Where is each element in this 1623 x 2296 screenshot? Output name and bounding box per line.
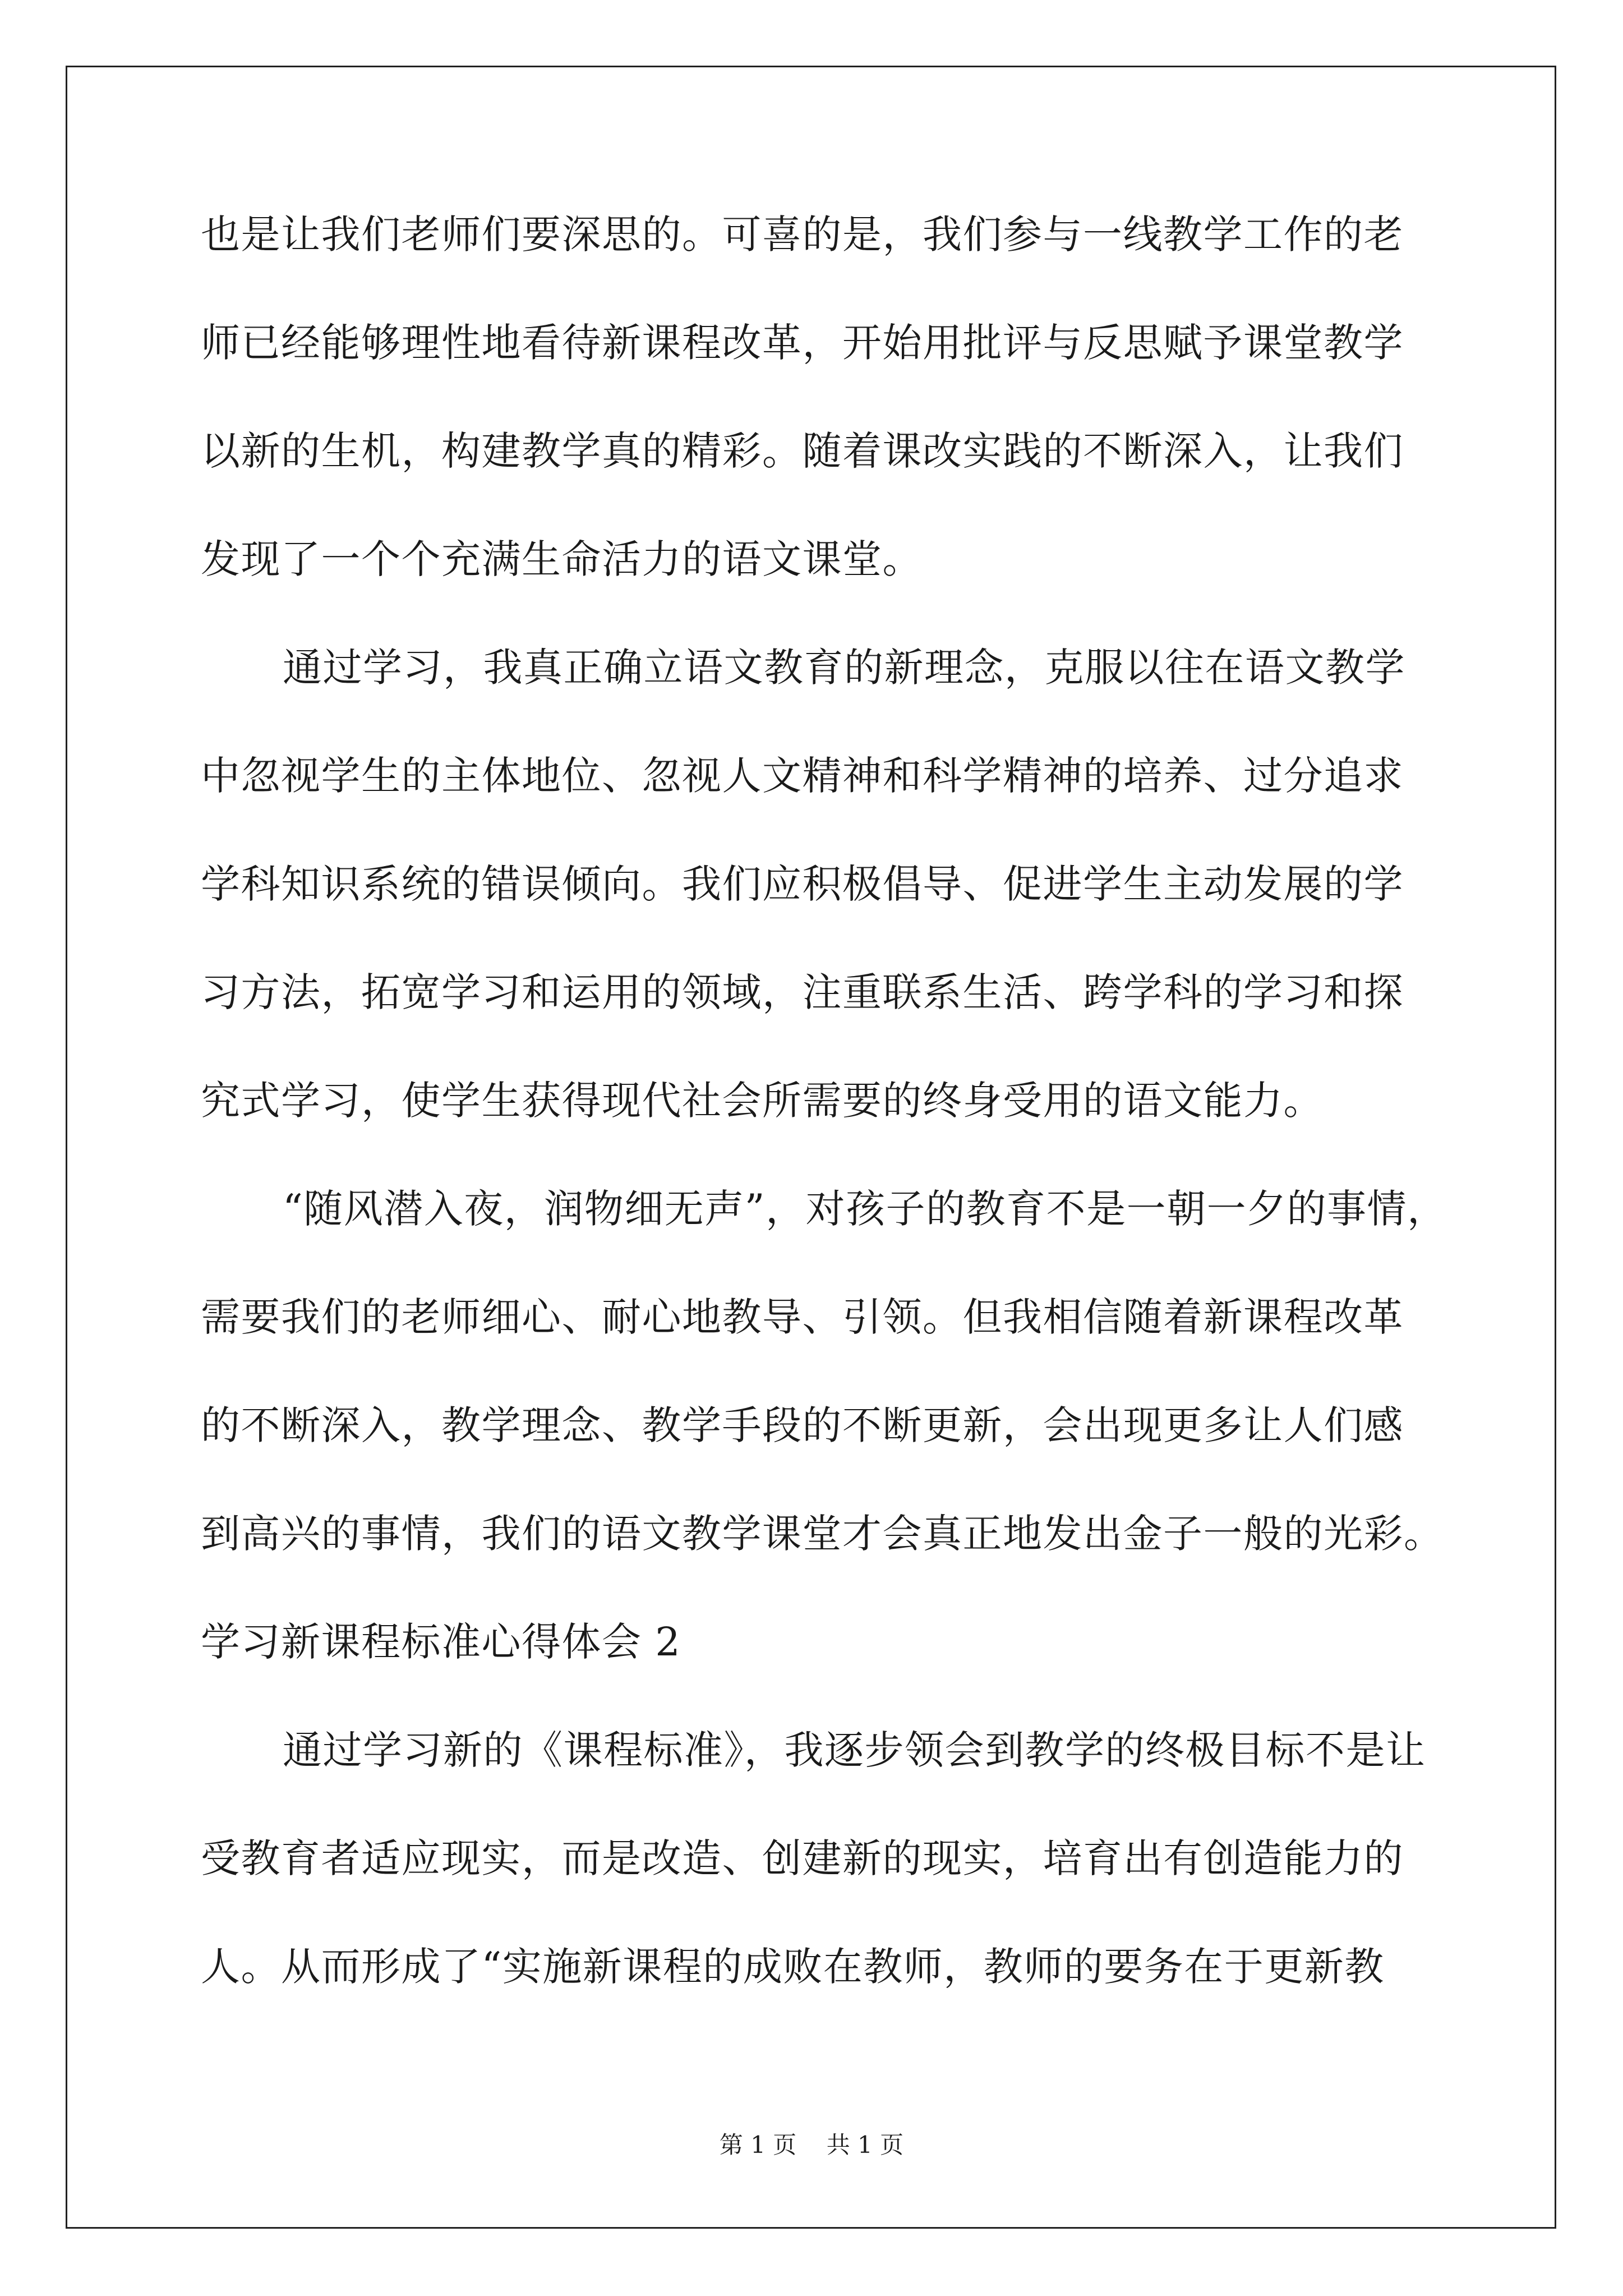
text-line: 人。从而形成了“实施新课程的成败在教师，教师的要务在于更新教 xyxy=(201,1944,1385,1990)
text-line: 习方法，拓宽学习和运用的领域，注重联系生活、跨学科的学习和探 xyxy=(201,969,1404,1015)
page-footer: 第 1 页 共 1 页 xyxy=(719,2131,904,2159)
text-line: 以新的生机，构建教学真的精彩。随着课改实践的不断深入，让我们 xyxy=(201,428,1404,474)
document-body xyxy=(201,211,1447,2053)
section-heading: 学习新课程标准心得体会 2 xyxy=(201,1619,681,1665)
paragraph-first-line: 通过学习，我真正确立语文教育的新理念，克服以往在语文教学 xyxy=(283,645,1405,691)
text-line: 到高兴的事情，我们的语文教学课堂才会真正地发出金子一般的光彩。 xyxy=(201,1511,1444,1557)
text-line: 的不断深入，教学理念、教学手段的不断更新，会出现更多让人们感 xyxy=(201,1402,1404,1448)
text-line: 发现了一个个充满生命活力的语文课堂。 xyxy=(201,536,923,582)
text-line: 究式学习，使学生获得现代社会所需要的终身受用的语文能力。 xyxy=(201,1078,1324,1124)
text-line: 中忽视学生的主体地位、忽视人文精神和科学精神的培养、过分追求 xyxy=(201,753,1404,799)
text-line: 学科知识系统的错误倾向。我们应积极倡导、促进学生主动发展的学 xyxy=(201,861,1404,907)
text-line: 师已经能够理性地看待新课程改革，开始用批评与反思赋予课堂教学 xyxy=(201,320,1404,366)
paragraph-first-line: “随风潜入夜，润物细无声”，对孩子的教育不是一朝一夕的事情， xyxy=(283,1186,1447,1232)
paragraph-first-line: 通过学习新的《课程标准》，我逐步领会到教学的终极目标不是让 xyxy=(283,1727,1426,1773)
text-line: 也是让我们老师们要深思的。可喜的是，我们参与一线教学工作的老 xyxy=(201,211,1404,257)
text-line: 受教育者适应现实，而是改造、创建新的现实，培育出有创造能力的 xyxy=(201,1835,1404,1881)
text-line: 需要我们的老师细心、耐心地教导、引领。但我相信随着新课程改革 xyxy=(201,1294,1404,1340)
